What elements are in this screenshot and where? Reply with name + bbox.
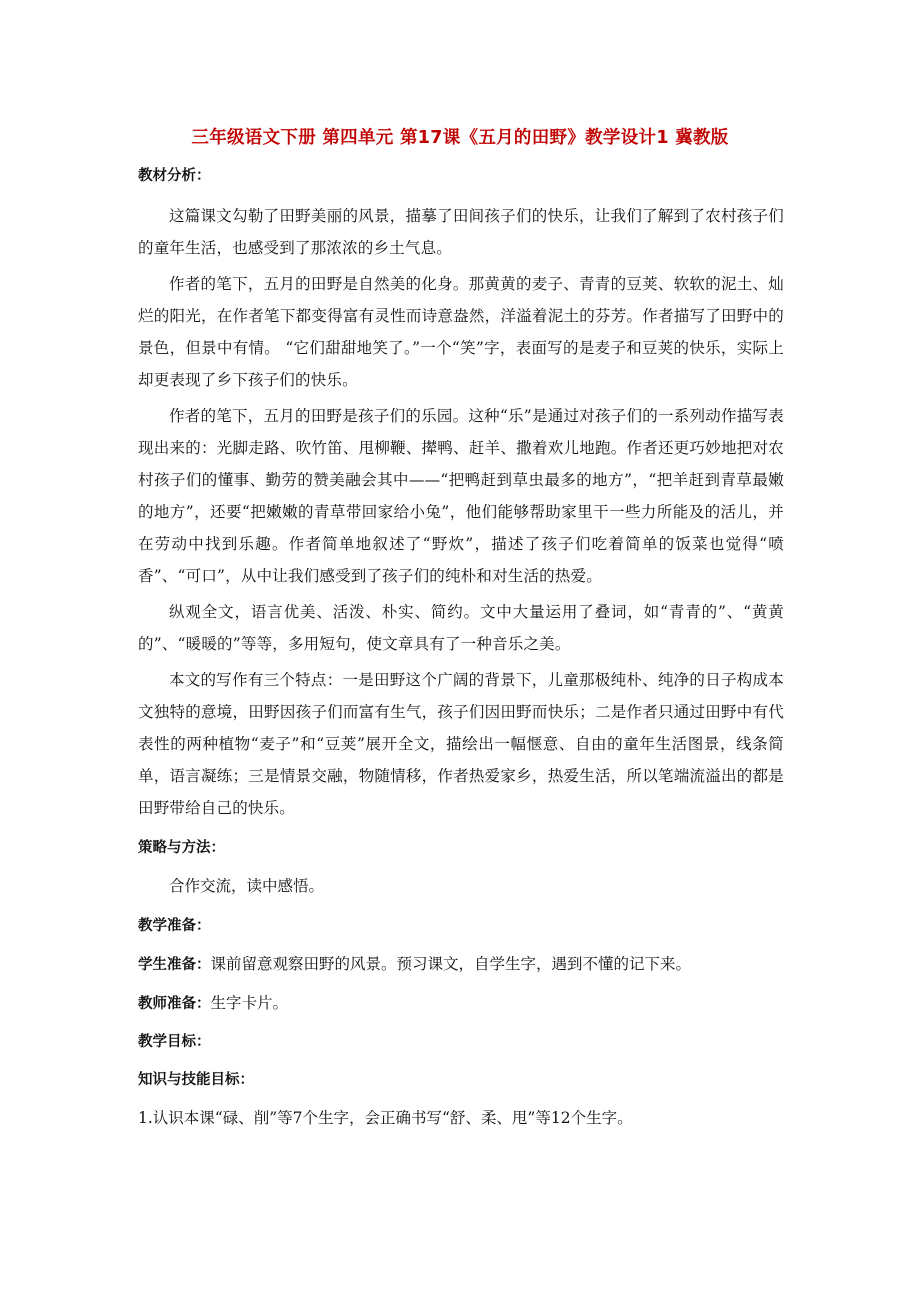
analysis-paragraph: 作者的笔下，五月的田野是孩子们的乐园。这种“乐”是通过对孩子们的一系列动作描写表现出来的：光脚走路、吹竹笛、甩柳鞭、撵鸭、赶羊、撒着欢儿地跑。作者还更巧妙地把对农村孩子们的懂事、勤劳的赞美融会其中——“把鸭赶到草虫最多的地方”，“把羊赶到青草最嫩的地方”，还要“把嫩嫩的青草带回家给小兔”，他们能够帮助家里干一些力所能及的活儿，并在劳动中找到乐趣。作者简单地叙述了“野炊”，描述了孩子们吃着简单的饭菜也觉得“喷香”、“可口”，从中让我们感受到了孩子们的纯朴和对生活的热爱。 [138, 407, 784, 585]
document-title: 三年级语文下册 第四单元 第17课《五月的田野》教学设计1 冀教版 [191, 128, 729, 148]
knowledge-heading: 知识与技能目标： [138, 1072, 254, 1088]
knowledge-item: 1.认识本课“碌、削”等7个生字，会正确书写“舒、柔、甩”等12个生字。 [138, 1109, 633, 1127]
goals-heading: 教学目标： [138, 1034, 211, 1050]
student-prep-label: 学生准备： [138, 957, 211, 973]
strategy-heading: 策略与方法： [138, 840, 225, 856]
student-prep-text: 课前留意观察田野的风景。预习课文，自学生字，遇到不懂的记下来。 [210, 955, 692, 973]
teacher-prep-text: 生字卡片。 [210, 994, 289, 1012]
analysis-paragraph: 本文的写作有三个特点：一是田野这个广阔的背景下，儿童那极纯朴、纯净的日子构成本文独特的意境，田野因孩子们而富有生气，孩子们因田野而快乐；二是作者只通过田野中有代表性的两种植物“麦子”和“豆荚”展开全文，描绘出一幅惬意、自由的童年生活图景，线条简单，语言凝练；三是情景交融，物随情移，作者热爱家乡，热爱生活，所以笔端流溢出的都是田野带给自己的快乐。 [138, 671, 784, 817]
teacher-prep-label: 教师准备： [138, 996, 211, 1012]
prep-heading: 教学准备： [138, 918, 211, 934]
student-prep-line [138, 954, 784, 975]
teacher-prep-line [138, 993, 784, 1014]
analysis-heading: 教材分析： [138, 168, 211, 184]
document-body [138, 166, 784, 1128]
analysis-paragraph: 作者的笔下，五月的田野是自然美的化身。那黄黄的麦子、青青的豆荚、软软的泥土、灿烂的阳光，在作者笔下都变得富有灵性而诗意盎然，洋溢着泥土的芬芳。作者描写了田野中的景色，但景中有情。 “它们甜甜地笑了。”一个“笑”字，表面写的是麦子和豆荚的快乐，实际上却更表现了乡下孩子们的快乐。 [138, 275, 784, 389]
strategy-text: 合作交流，读中感悟。 [169, 877, 325, 895]
analysis-paragraph: 纵观全文，语言优美、活泼、朴实、简约。文中大量运用了叠词，如“青青的”、“黄黄的”、“暖暖的”等等，多用短句，使文章具有了一种音乐之美。 [138, 603, 784, 653]
analysis-paragraph: 这篇课文勾勒了田野美丽的风景，描摹了田间孩子们的快乐，让我们了解到了农村孩子们的童年生活，也感受到了那浓浓的乡土气息。 [138, 207, 784, 257]
